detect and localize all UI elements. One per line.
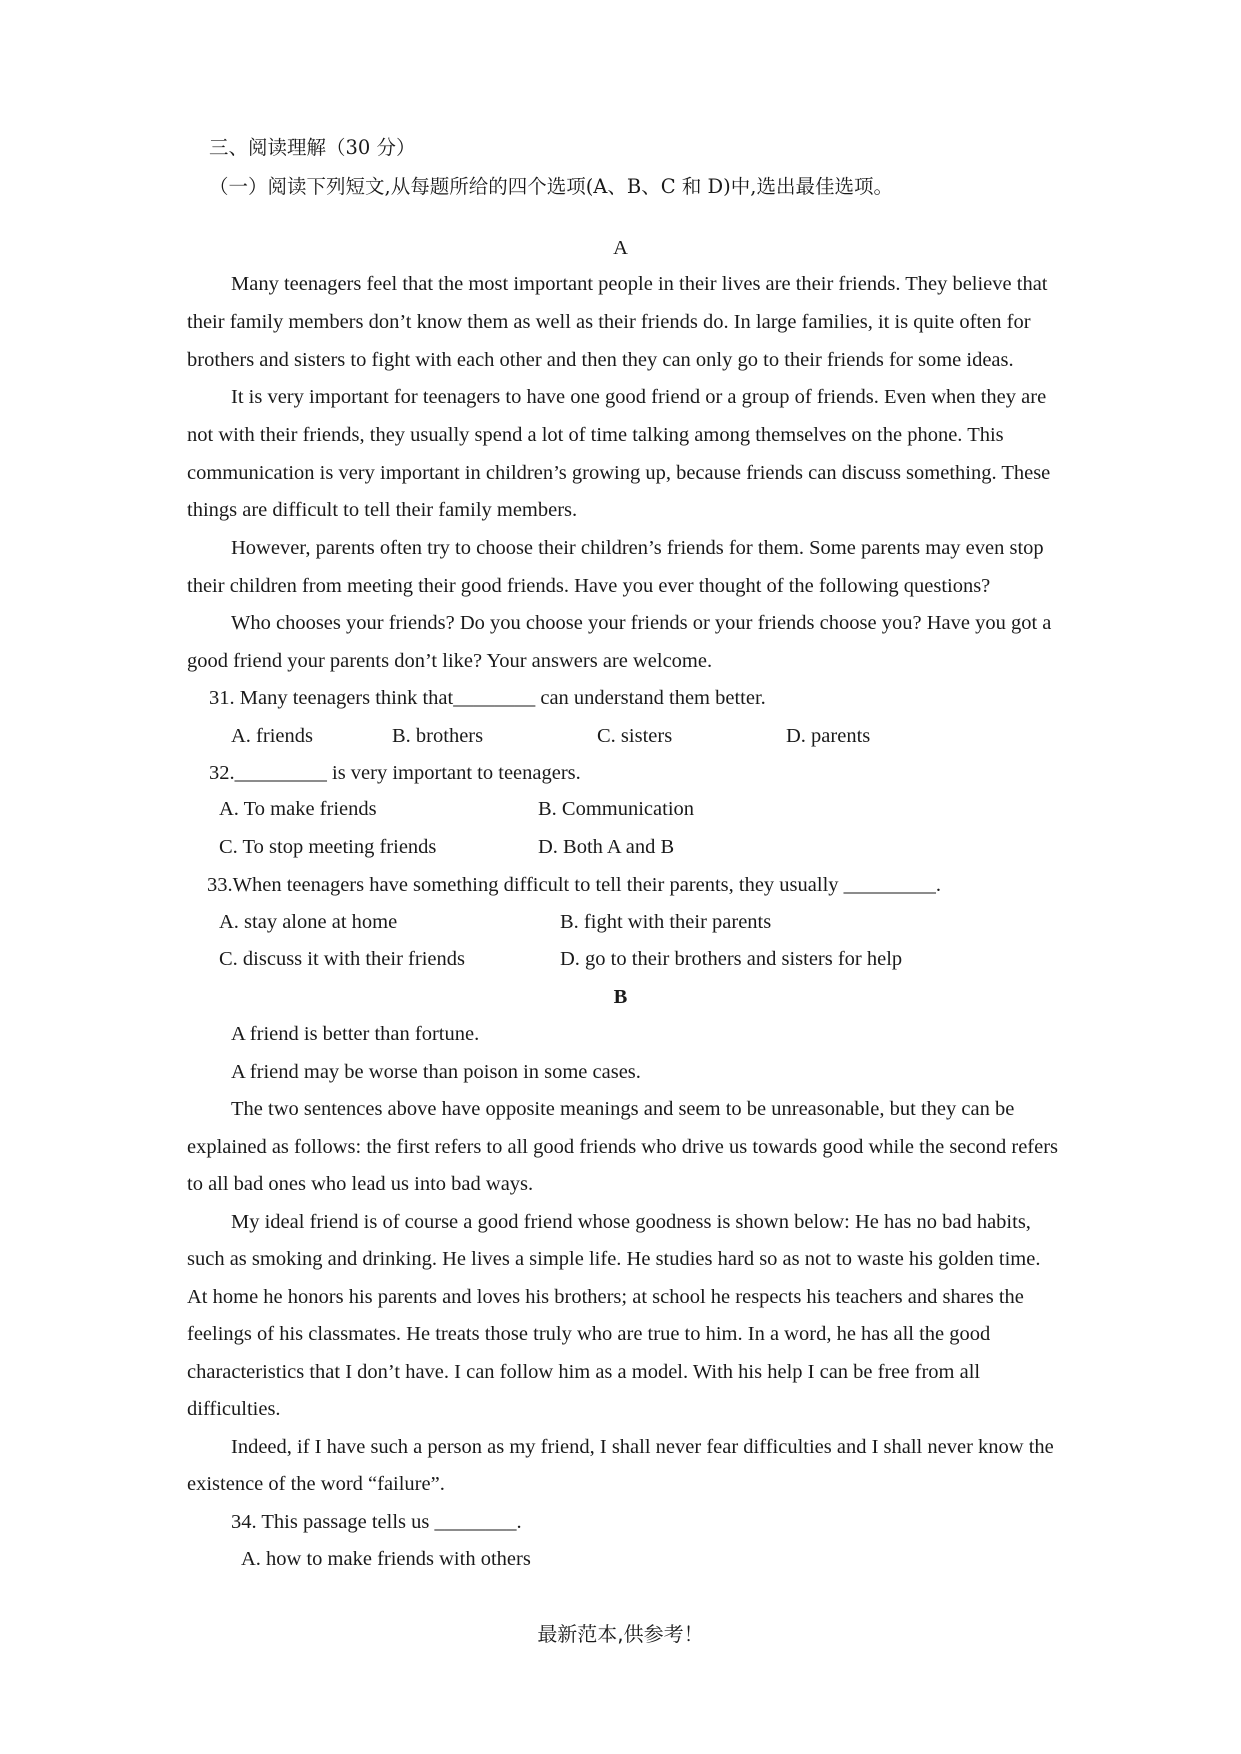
- passage-b-line: My ideal friend is of course a good friend whose goodness is shown below: He has no bad habits,: [231, 1211, 1031, 1233]
- question-34-stem: 34. This passage tells us ________.: [231, 1511, 522, 1533]
- passage-b-line: feelings of his classmates. He treats those truly who are true to him. In a word, he has all the good: [187, 1323, 991, 1345]
- section-instruction: （一）阅读下列短文,从每题所给的四个选项(A、B、C 和 D)中,选出最佳选项。: [209, 175, 893, 198]
- option-34-a: A. how to make friends with others: [241, 1548, 531, 1570]
- question-33-stem: 33.When teenagers have something difficult to tell their parents, they usually _________.: [207, 874, 942, 896]
- passage-b-line: such as smoking and drinking. He lives a simple life. He studies hard so as not to waste his golden time.: [187, 1248, 1041, 1270]
- passage-a-line: good friend your parents don’t like? Your answers are welcome.: [187, 650, 713, 672]
- passage-b-line: existence of the word “failure”.: [187, 1473, 445, 1495]
- passage-a-line: Who chooses your friends? Do you choose your friends or your friends choose you? Have you got a: [231, 612, 1052, 634]
- option-31-d: D. parents: [786, 725, 871, 747]
- option-33-d: D. go to their brothers and sisters for help: [560, 948, 903, 970]
- passage-a-line: communication is very important in children’s growing up, because friends can discuss something. These: [187, 462, 1051, 484]
- option-31-a: A. friends: [231, 725, 313, 747]
- passage-b-label: B: [613, 986, 628, 1008]
- option-31-b: B. brothers: [392, 725, 484, 747]
- passage-a-label: A: [613, 237, 628, 259]
- option-33-b: B. fight with their parents: [560, 911, 772, 933]
- option-31-c: C. sisters: [597, 725, 673, 747]
- passage-b-line: A friend is better than fortune.: [231, 1023, 480, 1045]
- option-32-b: B. Communication: [538, 798, 695, 820]
- passage-b-line: Indeed, if I have such a person as my friend, I shall never fear difficulties and I shall never know the: [231, 1436, 1054, 1458]
- option-32-a: A. To make friends: [219, 798, 377, 820]
- option-33-c: C. discuss it with their friends: [219, 948, 465, 970]
- passage-a-line: not with their friends, they usually spend a lot of time talking among themselves on the phone. This: [187, 424, 1004, 446]
- passage-b-line: A friend may be worse than poison in some cases.: [231, 1061, 641, 1083]
- passage-b-line: explained as follows: the first refers to all good friends who drive us towards good while the second refers: [187, 1136, 1059, 1158]
- passage-a-line: their children from meeting their good friends. Have you ever thought of the following questions?: [187, 575, 991, 597]
- passage-b-line: to all bad ones who lead us into bad ways.: [187, 1173, 534, 1195]
- question-31-stem: 31. Many teenagers think that________ can understand them better.: [209, 687, 766, 709]
- passage-b-line: At home he honors his parents and loves his brothers; at school he respects his teachers and shares the: [187, 1286, 1024, 1308]
- question-32-stem: 32._________ is very important to teenagers.: [209, 762, 581, 784]
- passage-b-line: The two sentences above have opposite meanings and seem to be unreasonable, but they can be: [231, 1098, 1015, 1120]
- passage-a-line: However, parents often try to choose their children’s friends for them. Some parents may even stop: [231, 537, 1044, 559]
- option-32-c: C. To stop meeting friends: [219, 836, 437, 858]
- passage-a-line: Many teenagers feel that the most important people in their lives are their friends. They believe that: [231, 273, 1048, 295]
- passage-a-line: things are difficult to tell their family members.: [187, 499, 578, 521]
- passage-a-line: It is very important for teenagers to have one good friend or a group of friends. Even when they are: [231, 386, 1047, 408]
- page-footer: 最新范本,供参考！: [537, 1622, 704, 1646]
- passage-b-line: characteristics that I don’t have. I can follow him as a model. With his help I can be free from all: [187, 1361, 981, 1383]
- section-title: 三、阅读理解（30 分）: [209, 136, 416, 159]
- passage-a-line: their family members don’t know them as well as their friends do. In large families, it is quite often for: [187, 311, 1031, 333]
- passage-b-line: difficulties.: [187, 1398, 281, 1420]
- passage-a-line: brothers and sisters to fight with each other and then they can only go to their friends for some ideas.: [187, 349, 1014, 371]
- option-33-a: A. stay alone at home: [219, 911, 398, 933]
- option-32-d: D. Both A and B: [538, 836, 675, 858]
